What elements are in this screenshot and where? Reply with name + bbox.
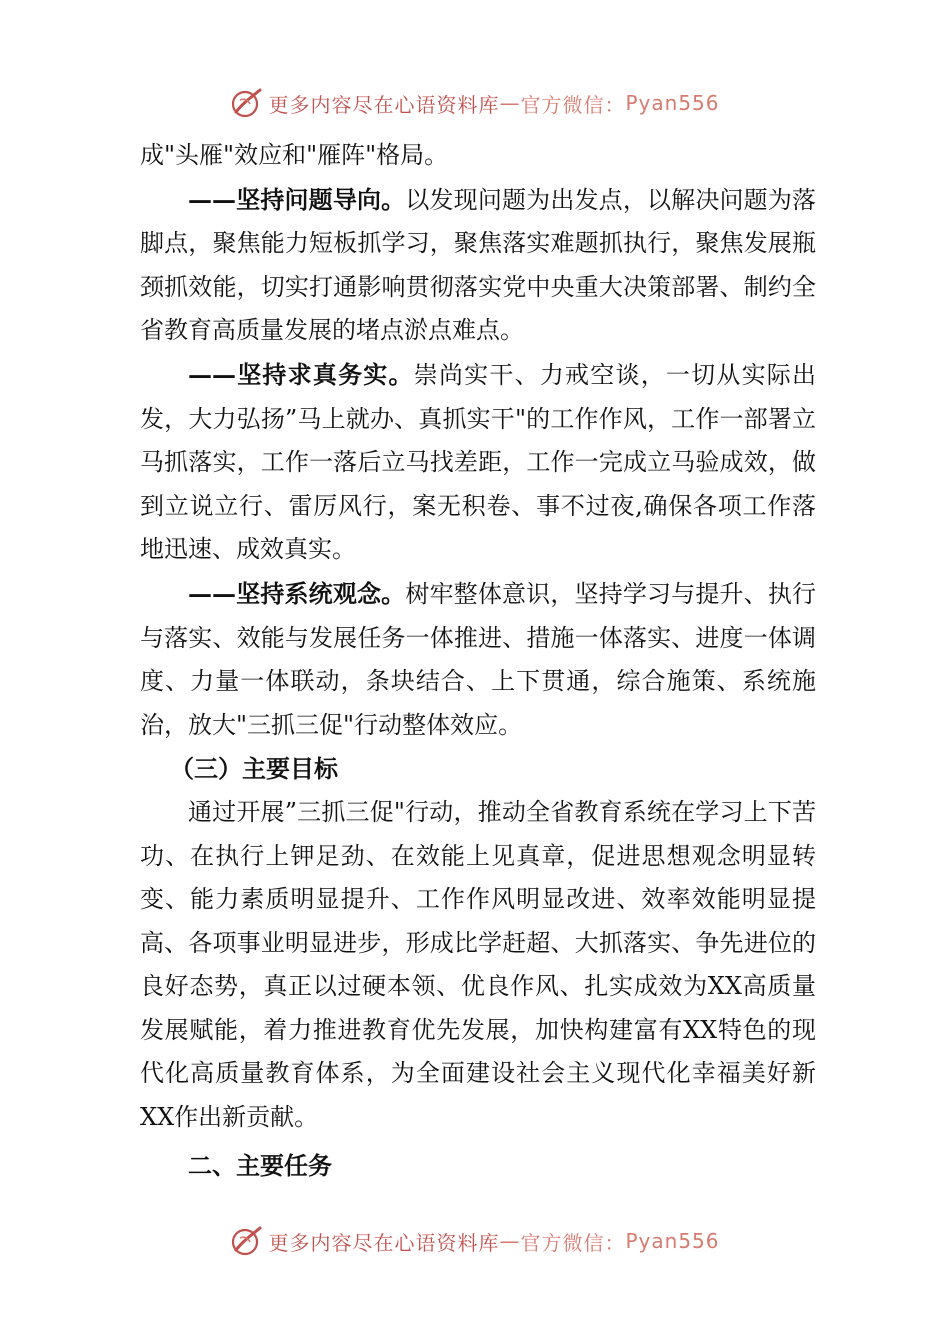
- paragraph-text: 树牢整体意识，坚持学习与提升、执行与落实、效能与发展任务一体推进、措施一体落实、进度一体调度、力量一体联动，条块结合、上下贯通，综合施策、系统施治，放大"三抓三促"行动整体效应。: [140, 579, 817, 739]
- brush-logo-icon: [230, 86, 264, 120]
- paragraph-systems-view: [140, 572, 816, 747]
- watermark-main-text: 更多内容尽在心语资料库: [268, 92, 500, 117]
- watermark-wechat-label: 官方微信：: [520, 1230, 626, 1255]
- principle-heading: ——坚持求真务实。: [188, 359, 414, 389]
- watermark-separator: —: [499, 91, 521, 115]
- watermark-banner-bottom: [0, 1221, 950, 1261]
- principle-heading: ——坚持系统观念。: [188, 578, 406, 608]
- watermark-wechat-id: Pyan556: [625, 91, 720, 115]
- watermark-main-text: 更多内容尽在心语资料库: [268, 1230, 500, 1255]
- principle-heading: ——坚持问题导向。: [188, 184, 406, 214]
- paragraph-continuation: 成"头雁"效应和"雁阵"格局。: [140, 141, 449, 169]
- paragraph-text: 崇尚实干、力戒空谈，一切从实际出发，大力弘扬”马上就办、真抓实干"的工作作风，工作一部署立马抓落实，工作一落后立马找差距，工作一完成立马验成效，做到立说立行、雷厉风行，案无积卷、事不过夜,确保各项工作落地迅速、成效真实。: [140, 360, 817, 564]
- section-heading-main-tasks: 二、主要任务: [188, 1150, 332, 1180]
- paragraph-seek-truth: [140, 353, 816, 572]
- watermark-wechat-label: 官方微信：: [520, 92, 626, 117]
- paragraph-problem-oriented: [140, 178, 816, 353]
- brush-logo-icon: [230, 1224, 264, 1258]
- section-heading-main-goals: （三）主要目标: [170, 754, 338, 784]
- watermark-banner-top: [0, 83, 950, 123]
- watermark-wechat-id: Pyan556: [625, 1229, 720, 1253]
- watermark-separator: —: [499, 1229, 521, 1253]
- document-body: [140, 134, 816, 1187]
- paragraph-main-goals: 通过开展”三抓三促"行动，推动全省教育系统在学习上下苦功、在执行上钾足劲、在效能上见真章，促进思想观念明显转变、能力素质明显提升、工作作风明显改进、效率效能明显提高、各项事业明显进步，形成比学赶超、大抓落实、争先进位的良好态势，真正以过硬本领、优良作风、扎实成效为XX高质量发展赋能，着力推进教育优先发展，加快构建富有XX特色的现代化高质量教育体系，为全面建设社会主义现代化幸福美好新XX作出新贡献。: [140, 797, 816, 1132]
- paragraph-text: 以发现问题为出发点，以解决问题为落脚点，聚焦能力短板抓学习，聚焦落实难题抓执行，聚焦发展瓶颈抓效能，切实打通影响贯彻落实党中央重大决策部署、制约全省教育高质量发展的堵点淤点难点。: [140, 185, 817, 345]
